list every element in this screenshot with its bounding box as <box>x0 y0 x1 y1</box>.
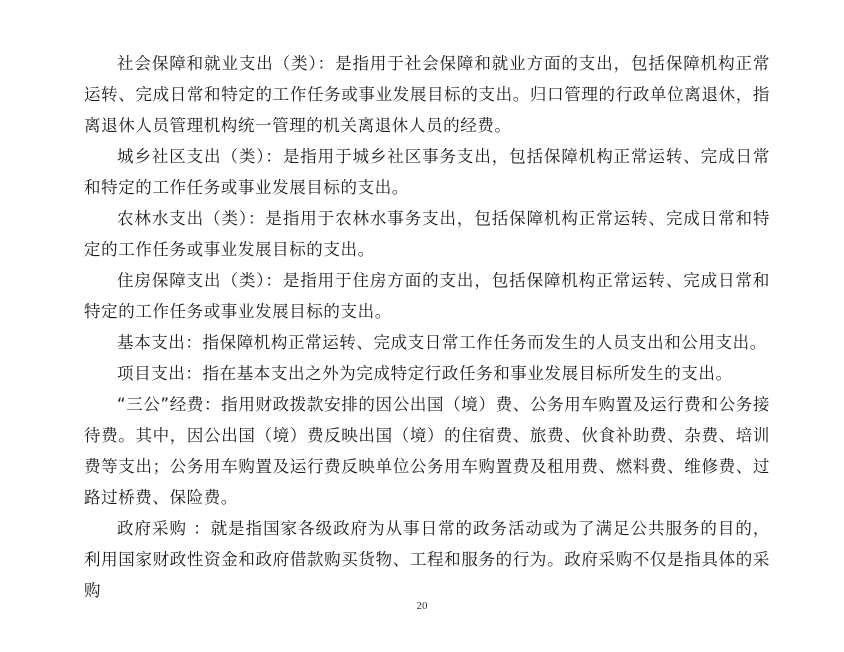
paragraph-housing: 住房保障支出（类）：是指用于住房方面的支出，包括保障机构正常运转、完成日常和特定的工作任务或事业发展目标的支出。 <box>84 271 770 321</box>
paragraph-government-procurement: 政府采购 ：就是指国家各级政府为从事日常的政务活动或为了满足公共服务的目的，利用国家财政性资金和政府借款购买货物、工程和服务的行为。政府采购不仅是指具体的采购 <box>84 519 770 600</box>
paragraph-basic-expenditure: 基本支出：指保障机构正常运转、完成支日常工作任务而发生的人员支出和公用支出。 <box>117 333 767 352</box>
page-number: 20 <box>416 600 428 612</box>
document-body <box>84 48 770 606</box>
paragraph-social-security: 社会保障和就业支出（类）：是指用于社会保障和就业方面的支出，包括保障机构正常运转、完成日常和特定的工作任务或事业发展目标的支出。归口管理的行政单位离退休，指离退休人员管理机构统一管理的机关离退休人员的经费。 <box>84 54 770 135</box>
paragraph-urban-rural: 城乡社区支出（类）：是指用于城乡社区事务支出，包括保障机构正常运转、完成日常和特定的工作任务或事业发展目标的支出。 <box>84 147 770 197</box>
paragraph-three-public: “三公”经费：指用财政拨款安排的因公出国（境）费、公务用车购置及运行费和公务接待费。其中，因公出国（境）费反映出国（境）的住宿费、旅费、伙食补助费、杂费、培训费等支出；公务用车购置及运行费反映单位公务用车购置费及租用费、燃料费、维修费、过路过桥费、保险费。 <box>84 395 770 507</box>
paragraph-project-expenditure: 项目支出：指在基本支出之外为完成特定行政任务和事业发展目标所发生的支出。 <box>117 364 733 383</box>
paragraph-agriculture: 农林水支出（类）：是指用于农林水事务支出，包括保障机构正常运转、完成日常和特定的工作任务或事业发展目标的支出。 <box>84 209 770 259</box>
